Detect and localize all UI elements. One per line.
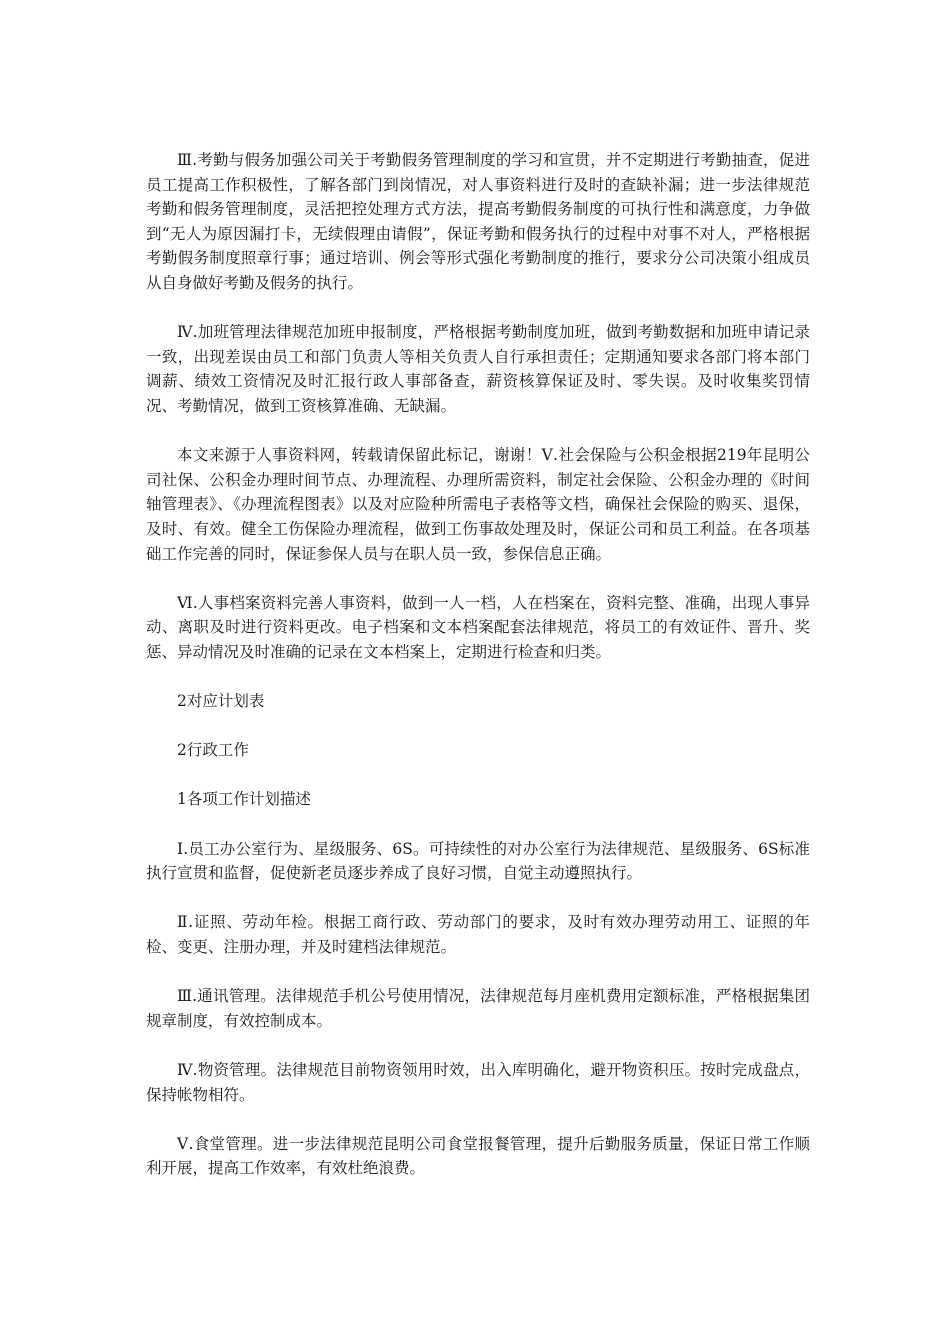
paragraph-attendance: Ⅲ.考勤与假务加强公司关于考勤假务管理制度的学习和宣贯，并不定期进行考勤抽查，促进员工提高工作积极性，了解各部门到岗情况，对人事资料进行及时的查缺补漏；进一步法律规范考勤和假务管理制度，灵活把控处理方式方法，提高考勤假务制度的可执行性和满意度，力争做到“无人为原因漏打卡，无续假理由请假”，保证考勤和假务执行的过程中对事不对人，严格根据考勤假务制度照章行事；通过培训、例会等形式强化考勤制度的推行，要求分公司决策小组成员从自身做好考勤及假务的执行。	[146, 151, 810, 292]
paragraph-overtime: Ⅳ.加班管理法律规范加班申报制度，严格根据考勤制度加班，做到考勤数据和加班申请记录一致，出现差误由员工和部门负责人等相关负责人自行承担责任；定期通知要求各部门将本部门调薪、绩效工资情况及时汇报行政人事部备查，薪资核算保证及时、零失误。及时收集奖罚情况、考勤情况，做到工资核算准确、无缺漏。	[146, 323, 810, 415]
paragraph-office-behavior: Ⅰ.员工办公室行为、星级服务、6S。可持续性的对办公室行为法律规范、星级服务、6S标准执行宣贯和监督，促使新老员逐步养成了良好习惯，自觉主动遵照执行。	[146, 839, 810, 883]
paragraph-communications: Ⅲ.通讯管理。法律规范手机公号使用情况，法律规范每月座机费用定额标准，严格根据集团规章制度，有效控制成本。	[146, 987, 810, 1030]
heading-admin-work: 2行政工作	[177, 741, 249, 760]
document-body	[146, 148, 810, 1206]
heading-plan-table: 2对应计划表	[177, 692, 265, 711]
paragraph-social-insurance: 本文来源于人事资料网，转载请保留此标记，谢谢！Ⅴ.社会保险与公积金根据219年昆明公司社保、公积金办理时间节点、办理流程、办理所需资料，制定社会保险、公积金办理的《时间轴管理表》、《办理流程图表》以及对应险种所需电子表格等文档，确保社会保险的购买、退保，及时、有效。健全工伤保险办理流程，做到工伤事故处理及时，保证公司和员工利益。在各项基础工作完善的同时，保证参保人员与在职人员一致，参保信息正确。	[146, 446, 810, 563]
paragraph-licenses: Ⅱ.证照、劳动年检。根据工商行政、劳动部门的要求，及时有效办理劳动用工、证照的年检、变更、注册办理，并及时建档法律规范。	[146, 913, 810, 956]
paragraph-canteen: Ⅴ.食堂管理。进一步法律规范昆明公司食堂报餐管理，提升后勤服务质量，保证日常工作顺利开展，提高工作效率，有效杜绝浪费。	[146, 1134, 810, 1178]
paragraph-materials: Ⅳ.物资管理。法律规范目前物资领用时效，出入库明确化，避开物资积压。按时完成盘点，保持帐物相符。	[146, 1060, 810, 1104]
heading-plan-description: 1各项工作计划描述	[177, 790, 311, 809]
paragraph-personnel-files: Ⅵ.人事档案资料完善人事资料，做到一人一档，人在档案在，资料完整、准确，出现人事异动、离职及时进行资料更改。电子档案和文本档案配套法律规范，将员工的有效证件、晋升、奖惩、异动情况及时准确的记录在文本档案上，定期进行检查和归类。	[146, 593, 810, 661]
